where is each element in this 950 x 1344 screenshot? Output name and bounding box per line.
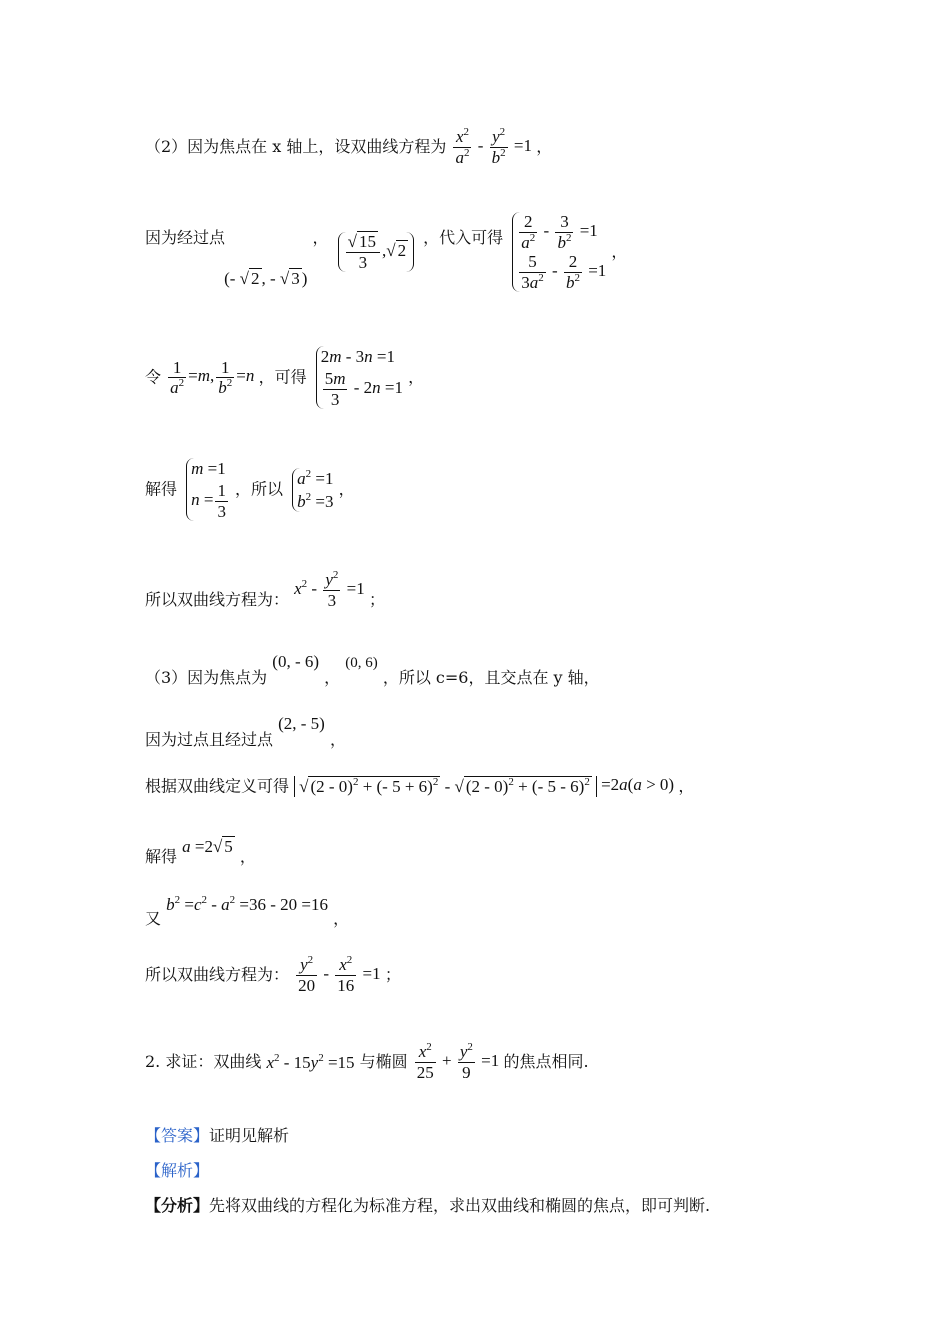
p3-line6-end: ；	[384, 965, 401, 985]
p3-line2	[145, 714, 346, 749]
hyperbola-equation-q2: $x^2 - 15y^2 =15$	[266, 1051, 355, 1072]
ellipse-equation-q2: $\frac{x^2}{25}$ + $\frac{y^2}{9}$ =1	[416, 1041, 504, 1082]
p2-line2	[145, 212, 627, 292]
hyperbola-result-2: $x^2$ - $\frac{y^2}{3}$ =1	[294, 569, 369, 610]
p3-line2-end: ，	[329, 730, 346, 749]
answer-text: 证明见解析	[209, 1126, 290, 1145]
analysis-tag: 【解析】	[145, 1161, 210, 1180]
substitution-m-n: $\frac{1}{a^2}$ =m, $\frac{1}{b^2}$ =n	[170, 357, 255, 398]
point-2-neg5: (2, - 5)	[278, 714, 325, 733]
p3-line5	[145, 894, 350, 928]
question-2-text2: 与椭圆	[359, 1052, 408, 1072]
point-sqrt15-over-3-sqrt2: $\frac{√ 15}{3}$ ,√ 2	[338, 232, 414, 272]
p2-line3-text: 令	[145, 367, 162, 387]
p3-line1-sep: ，	[324, 668, 341, 687]
p2-line5-text: 所以双曲线方程为：	[145, 590, 290, 610]
p3-line4	[145, 837, 256, 866]
linear-system-m-n: 2m - 3n =1 $\frac{5m}{3}$ - 2n =1	[316, 346, 403, 409]
p3-line3-text: 根据双曲线定义可得	[145, 776, 290, 796]
question-2-text1: 2. 求证：双曲线	[145, 1052, 262, 1072]
focus-point-pos6: (0, 6)	[345, 655, 378, 671]
p3-line6-text: 所以双曲线方程为：	[145, 965, 290, 985]
answer-tag: 【答案】	[145, 1126, 210, 1145]
point-neg-sqrt2-neg-sqrt3: (- √ 2 , - √ 3 )	[224, 268, 308, 288]
p3-line3-end: ，	[678, 776, 695, 796]
fenxi-line	[145, 1198, 710, 1214]
p2-line3	[145, 346, 424, 409]
substitution-system: $\frac{2}{a^2}$ - $\frac{3}{b^2}$ =1 $\frac{5}{3a^2}$ - $\frac{2}{b^2}$ =1	[512, 212, 606, 292]
p3-line5-text: 又	[145, 909, 162, 928]
fenxi-tag: 【分析】	[145, 1196, 210, 1215]
p3-line1	[145, 652, 600, 687]
p2-line4-text: 解得	[145, 479, 178, 499]
p3-line3	[145, 776, 694, 797]
p2-line4-end: ，	[338, 479, 355, 499]
p3-line1-text2: ，所以 c=6，且交点在 y 轴，	[382, 668, 600, 687]
p3-line1-text: （3）因为焦点为	[145, 668, 268, 687]
p2-line2-text2: ，代入可得	[423, 228, 504, 248]
p2-line3-end: ，	[408, 367, 425, 387]
p3-line6	[145, 955, 401, 995]
question-2	[145, 1042, 589, 1082]
solution-a-b: $a^2 =1$ $b^2 =3$	[292, 468, 333, 512]
focus-point-neg6: (0, - 6)	[272, 652, 320, 671]
p2-line3-text2: ，可得	[258, 367, 307, 387]
solution-a: a =2√ 5	[182, 837, 233, 856]
analysis-line	[145, 1163, 209, 1179]
p2-line5	[145, 570, 385, 610]
p3-line4-end: ，	[239, 847, 256, 866]
hyperbola-general-equation: $\frac{x^2}{a^2}$ - $\frac{y^2}{b^2}$ =1	[455, 126, 537, 167]
question-2-text3: 的焦点相同.	[503, 1052, 589, 1072]
hyperbola-definition-equation: √ (2 - 0)$^2$ + (- 5 + 6)$^2$ - √ (2 - 0)$^2$ + (- 5 - 6)$^2$ =2a(a > 0)	[294, 775, 678, 794]
p2-line4	[145, 458, 355, 521]
p2-line2-end: ，	[611, 242, 628, 262]
p2-line1	[145, 127, 552, 167]
solution-m-n: m =1 n = $\frac{1}{3}$	[186, 458, 230, 521]
p3-line4-text: 解得	[145, 847, 178, 866]
p2-line1-end: ，	[536, 137, 553, 157]
p3-line5-end: ，	[333, 909, 350, 928]
p2-line1-text: （2）因为焦点在 x 轴上，设双曲线方程为	[145, 137, 447, 157]
p3-line2-text: 因为过点且经过点	[145, 730, 274, 749]
fenxi-text: 先将双曲线的方程化为标准方程，求出双曲线和椭圆的焦点，即可判断.	[209, 1196, 711, 1215]
hyperbola-result-3: $\frac{y^2}{20}$ - $\frac{x^2}{16}$ =1	[298, 954, 385, 995]
p2-line4-text2: ，所以	[235, 479, 284, 499]
p2-line2-sep: ，	[312, 228, 329, 248]
answer-line	[145, 1128, 289, 1144]
p2-line5-end: ；	[368, 590, 385, 610]
solution-b-squared: $b^2 =c^2 - a^2 =36 - 20 =16$	[166, 894, 329, 914]
p2-line2-text: 因为经过点	[145, 228, 226, 248]
